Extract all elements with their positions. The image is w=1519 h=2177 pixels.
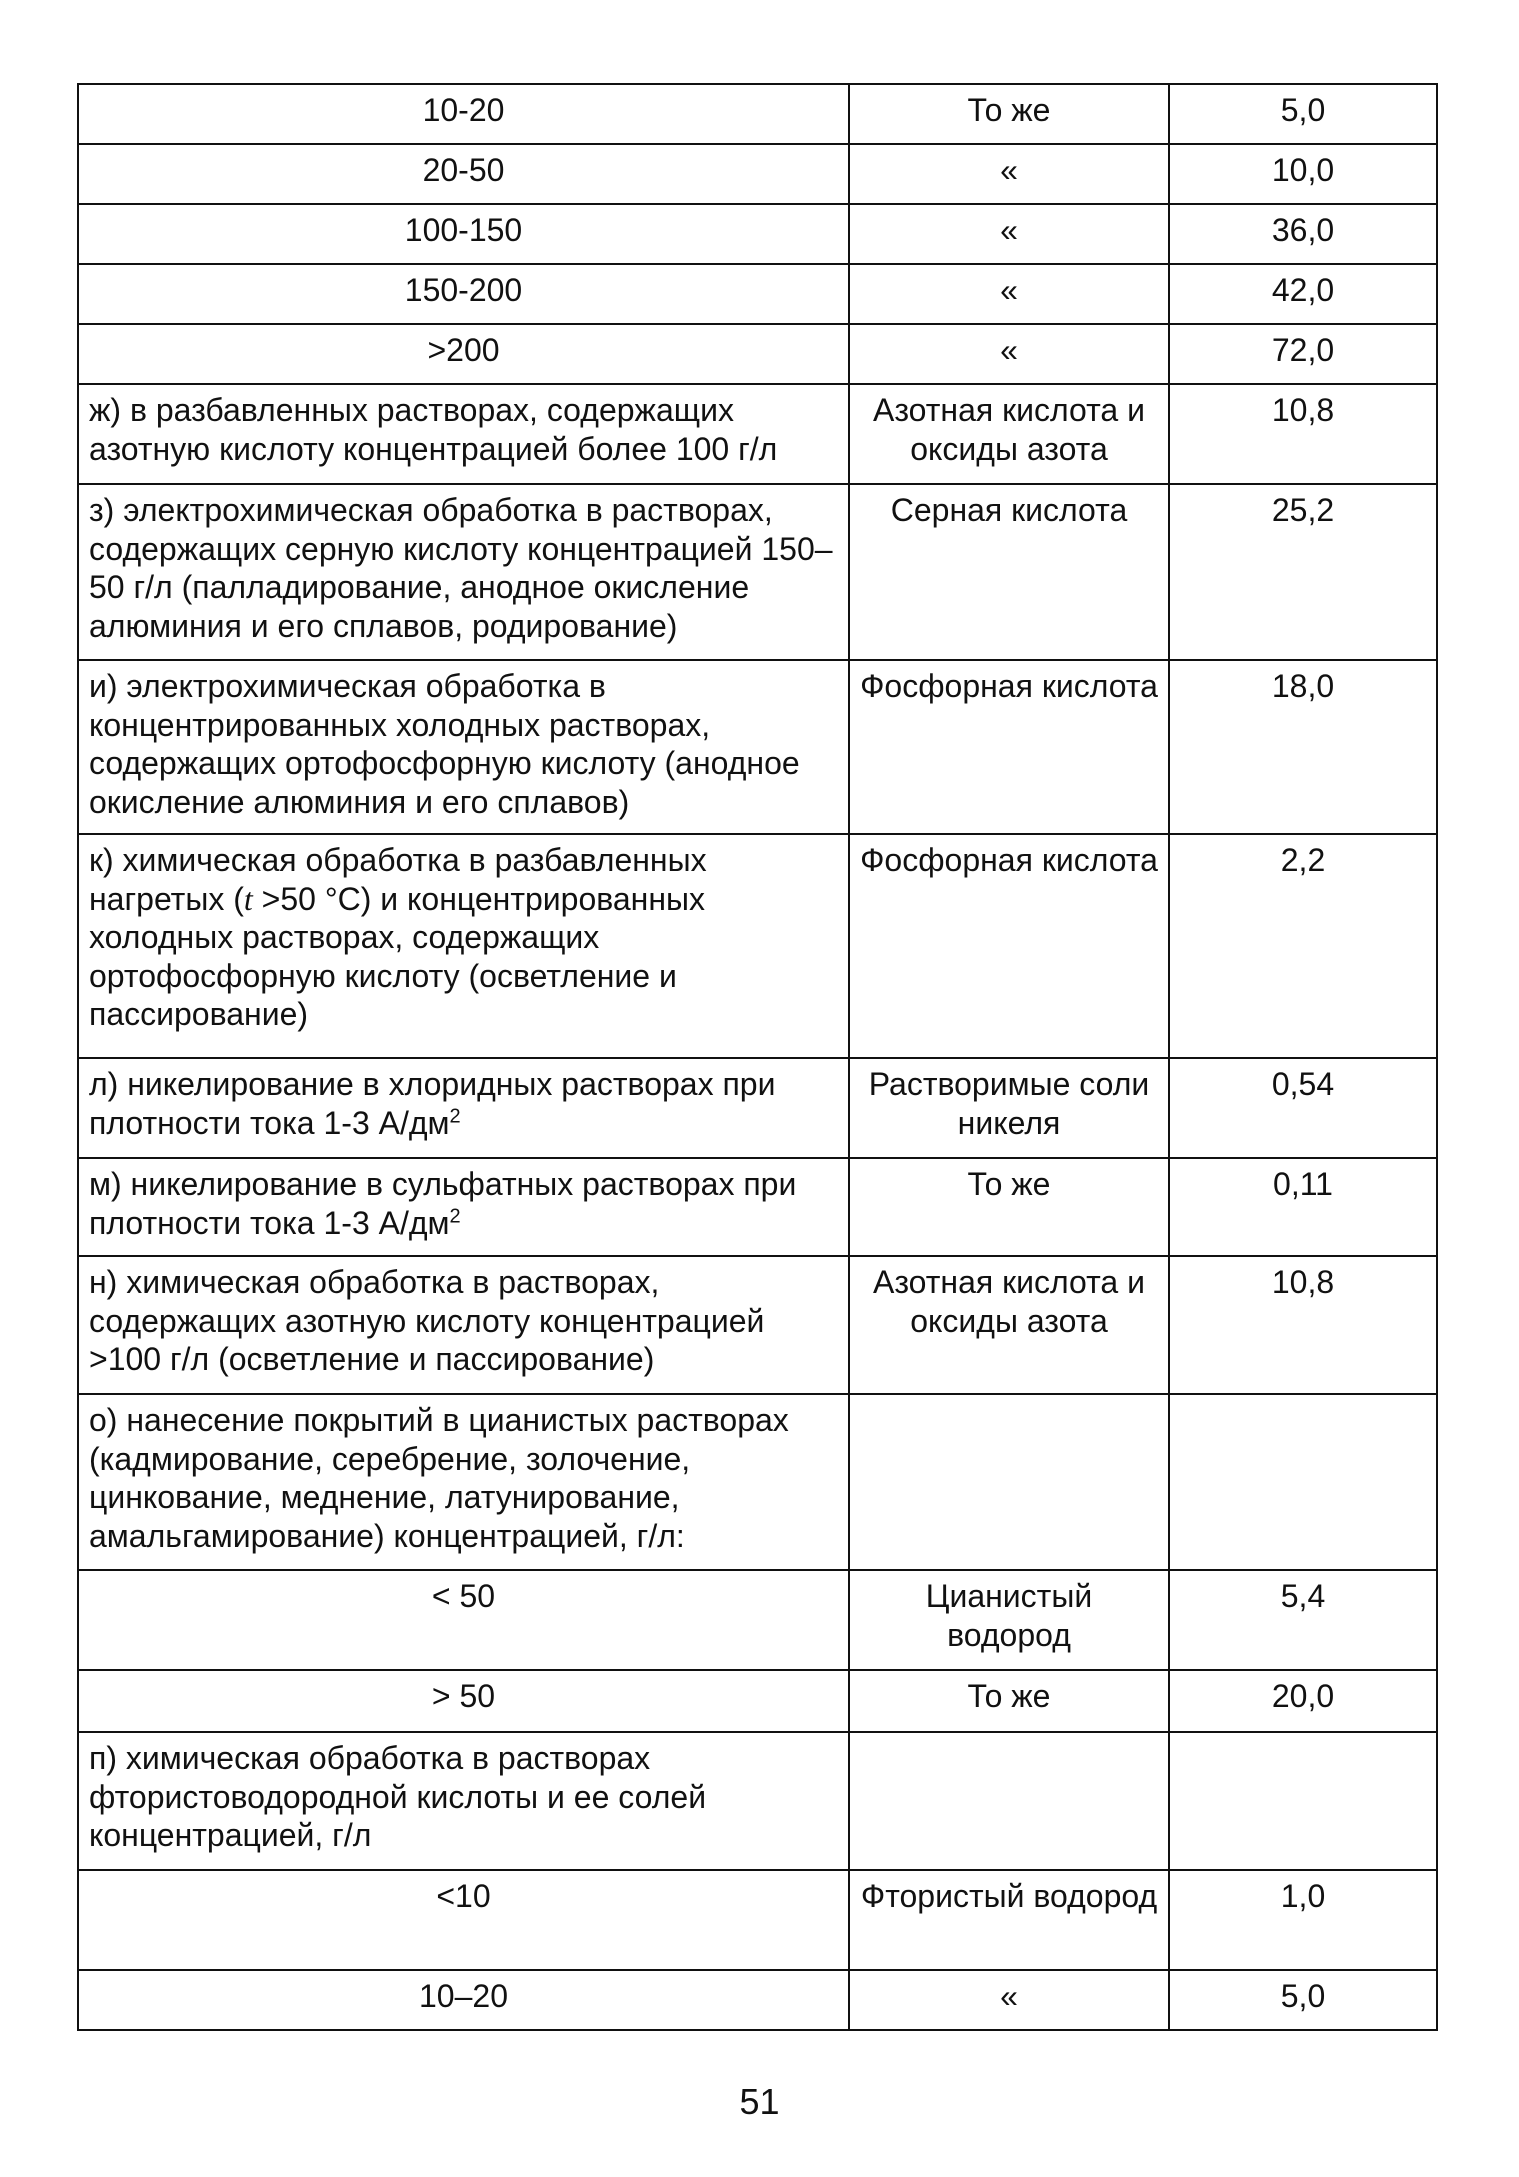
unit-superscript: 2 xyxy=(449,1204,461,1227)
substance-cell: « xyxy=(849,324,1169,384)
value-cell: 72,0 xyxy=(1169,324,1437,384)
process-cell: ж) в разбавленных растворах, содержащих азотную кислоту концентрацией более 100 г/л xyxy=(78,384,849,484)
table-row xyxy=(78,484,1437,660)
substance-cell: Растворимые соли никеля xyxy=(849,1058,1169,1158)
value-cell: 10,0 xyxy=(1169,144,1437,204)
substance-cell: Серная кислота xyxy=(849,484,1169,660)
value-cell xyxy=(1169,1732,1437,1870)
process-cell: 150-200 xyxy=(78,264,849,324)
table-row xyxy=(78,204,1437,264)
table-row xyxy=(78,1670,1437,1732)
process-text: м) никелирование в сульфатных растворах при плотности тока 1-3 А/дм xyxy=(89,1166,797,1241)
value-cell: 5,0 xyxy=(1169,84,1437,144)
table-row xyxy=(78,1158,1437,1256)
table-row xyxy=(78,1394,1437,1570)
substance-cell xyxy=(849,1394,1169,1570)
table-row xyxy=(78,1870,1437,1970)
substance-cell: То же xyxy=(849,84,1169,144)
value-cell: 42,0 xyxy=(1169,264,1437,324)
table-row xyxy=(78,1970,1437,2030)
process-cell: >200 xyxy=(78,324,849,384)
substance-cell: Фосфорная кислота xyxy=(849,660,1169,834)
process-cell xyxy=(78,1158,849,1256)
table-row xyxy=(78,1058,1437,1158)
process-cell: <10 xyxy=(78,1870,849,1970)
value-cell xyxy=(1169,1394,1437,1570)
value-cell: 0,11 xyxy=(1169,1158,1437,1256)
substance-cell: « xyxy=(849,1970,1169,2030)
table-row xyxy=(78,144,1437,204)
table-row xyxy=(78,264,1437,324)
substance-cell: Азотная кислота и оксиды азота xyxy=(849,384,1169,484)
process-cell: < 50 xyxy=(78,1570,849,1670)
unit-superscript: 2 xyxy=(449,1104,461,1127)
substance-cell: Фосфорная кислота xyxy=(849,834,1169,1058)
value-cell: 25,2 xyxy=(1169,484,1437,660)
value-cell: 10,8 xyxy=(1169,384,1437,484)
process-text: л) никелирование в хлоридных растворах при плотности тока 1-3 А/дм xyxy=(89,1066,776,1141)
substance-cell xyxy=(849,1732,1169,1870)
table-row xyxy=(78,660,1437,834)
process-cell: п) химическая обработка в растворах фтористоводородной кислоты и ее солей концентрацией, г/л xyxy=(78,1732,849,1870)
value-cell: 5,0 xyxy=(1169,1970,1437,2030)
process-cell: о) нанесение покрытий в цианистых растворах (кадмирование, серебрение, золочение, цинкование, меднение, латунирование, амальгамирование) концентрацией, г/л: xyxy=(78,1394,849,1570)
table-row xyxy=(78,84,1437,144)
substance-cell: Фтористый водород xyxy=(849,1870,1169,1970)
value-cell: 2,2 xyxy=(1169,834,1437,1058)
process-text-start: к) химическая обработка в разбавленных нагретых ( xyxy=(89,842,707,917)
table-row xyxy=(78,324,1437,384)
table-row xyxy=(78,1256,1437,1394)
value-cell: 0,54 xyxy=(1169,1058,1437,1158)
process-cell xyxy=(78,1058,849,1158)
value-cell: 36,0 xyxy=(1169,204,1437,264)
process-cell: 20-50 xyxy=(78,144,849,204)
value-cell: 10,8 xyxy=(1169,1256,1437,1394)
value-cell: 20,0 xyxy=(1169,1670,1437,1732)
process-text-end: >50 °С) и концентрированных холодных растворах, содержащих ортофосфорную кислоту (осветление и пассирование) xyxy=(89,880,706,1032)
process-cell: 10-20 xyxy=(78,84,849,144)
substance-cell: « xyxy=(849,204,1169,264)
page-number: 51 xyxy=(739,2081,780,2122)
process-cell: и) электрохимическая обработка в концентрированных холодных растворах, содержащих ортофосфорную кислоту (анодное окисление алюминия и его сплавов) xyxy=(78,660,849,834)
process-cell: н) химическая обработка в растворах, содержащих азотную кислоту концентрацией >100 г/л (осветление и пассирование) xyxy=(78,1256,849,1394)
emissions-table xyxy=(77,83,1438,2031)
substance-cell: То же xyxy=(849,1158,1169,1256)
substance-cell: Цианистый водород xyxy=(849,1570,1169,1670)
substance-cell: « xyxy=(849,264,1169,324)
temperature-symbol: t xyxy=(243,880,253,917)
substance-cell: Азотная кислота и оксиды азота xyxy=(849,1256,1169,1394)
process-cell xyxy=(78,834,849,1058)
value-cell: 1,0 xyxy=(1169,1870,1437,1970)
table-row xyxy=(78,384,1437,484)
process-cell: > 50 xyxy=(78,1670,849,1732)
process-cell: з) электрохимическая обработка в растворах, содержащих серную кислоту концентрацией 150–50 г/л (палладирование, анодное окисление алюминия и его сплавов, родирование) xyxy=(78,484,849,660)
substance-cell: То же xyxy=(849,1670,1169,1732)
value-cell: 5,4 xyxy=(1169,1570,1437,1670)
value-cell: 18,0 xyxy=(1169,660,1437,834)
process-cell: 10–20 xyxy=(78,1970,849,2030)
process-cell: 100-150 xyxy=(78,204,849,264)
substance-cell: « xyxy=(849,144,1169,204)
table-row xyxy=(78,834,1437,1058)
table-row xyxy=(78,1732,1437,1870)
table-row xyxy=(78,1570,1437,1670)
